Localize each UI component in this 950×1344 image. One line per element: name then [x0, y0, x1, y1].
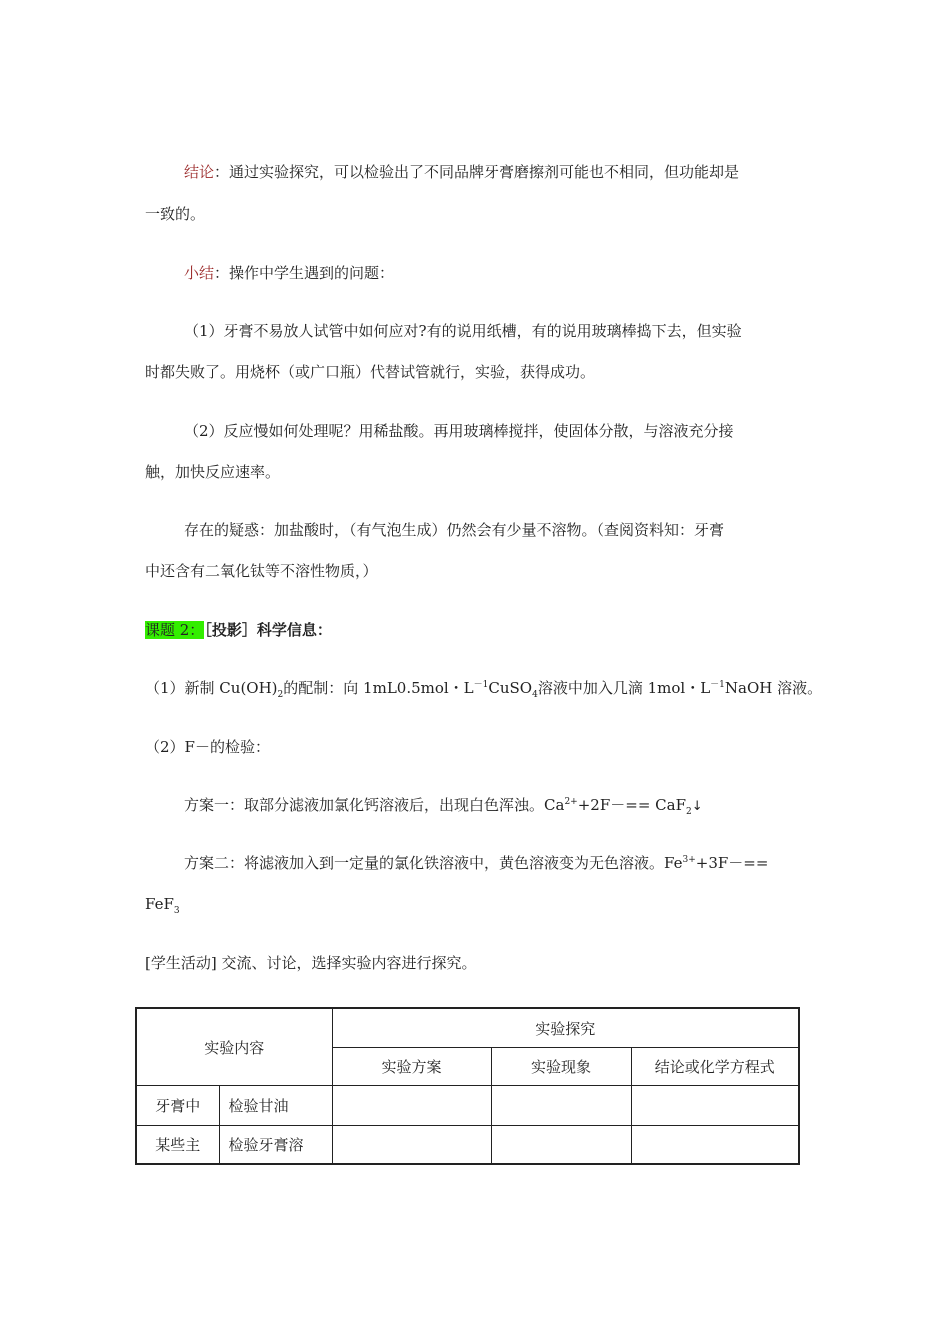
student-activity: [学生活动] 交流、讨论，选择实验内容进行探究。: [145, 954, 477, 972]
problem1-line-2: 时都失败了。用烧杯（或广口瓶）代替试管就行，实验，获得成功。: [145, 363, 596, 381]
header-plan: 实验方案: [332, 1048, 491, 1086]
problem1-line-1: （1）牙膏不易放人试管中如何应对?有的说用纸槽，有的说用玻璃棒捣下去，但实验: [184, 322, 742, 340]
topic2-title: ［投影］科学信息：: [204, 621, 332, 639]
conclusion-label: 结论: [184, 163, 215, 181]
cell-empty[interactable]: [491, 1086, 631, 1126]
summary-label: 小结: [184, 264, 215, 282]
cell-empty[interactable]: [631, 1126, 799, 1165]
topic2-heading: [145, 620, 332, 640]
info2-line: （2）F－的检验：: [145, 738, 270, 756]
doubt-line-1: 存在的疑惑：加盐酸时，（有气泡生成）仍然会有少量不溶物。（查阅资料知：牙膏: [184, 521, 725, 539]
header-explore: 实验探究: [332, 1008, 799, 1048]
item-toothpaste-solution: 检验牙膏溶: [219, 1126, 332, 1165]
problem2-line-1: （2）反应慢如何处理呢？用稀盐酸。再用玻璃棒搅拌，使固体分散，与溶液充分接: [184, 422, 734, 440]
header-phenomenon: 实验现象: [491, 1048, 631, 1086]
header-content: 实验内容: [136, 1008, 332, 1086]
experiment-table: [135, 1007, 800, 1165]
plan2-line-2: FeF$_3$: [145, 895, 180, 916]
conclusion-line-1: [184, 162, 739, 182]
group-cell-line2: 某些主: [136, 1126, 219, 1165]
down-arrow-icon: ↓: [691, 799, 703, 814]
cell-empty[interactable]: [332, 1126, 491, 1165]
summary-line: [184, 263, 394, 283]
doubt-line-2: 中还含有二氧化钛等不溶性物质，）: [145, 562, 378, 580]
header-conclusion: 结论或化学方程式: [631, 1048, 799, 1086]
topic2-label: 课题 2：: [145, 621, 205, 639]
cell-empty[interactable]: [491, 1126, 631, 1165]
item-glycerol: 检验甘油: [219, 1086, 332, 1126]
problem2-line-2: 触，加快反应速率。: [145, 463, 281, 481]
cell-empty[interactable]: [332, 1086, 491, 1126]
plan1-line: 方案一：取部分滤液加氯化钙溶液后，出现白色浑浊。$Ca^{2+}+2F-==$ CaF$_2$↓: [184, 796, 703, 817]
group-cell-line1: 牙膏中: [136, 1086, 219, 1126]
plan2-line-1: 方案二：将滤液加入到一定量的氯化铁溶液中，黄色溶液变为无色溶液。$Fe^{3+}+3F-==$: [184, 854, 769, 872]
cell-empty[interactable]: [631, 1086, 799, 1126]
table-row: [136, 1126, 799, 1165]
conclusion-text: ：通过实验探究，可以检验出了不同品牌牙膏磨擦剂可能也不相同，但功能却是: [214, 163, 740, 181]
info1-line: （1）新制 $Cu(OH)_2$的配制：向 1mL0.5mol・$L^{-1}CuSO_4$溶液中加入几滴 1mol・$L^{-1}NaOH$ 溶液。: [145, 679, 823, 700]
conclusion-line-2: 一致的。: [145, 205, 206, 223]
table-row: [136, 1086, 799, 1126]
summary-text: ：操作中学生遇到的问题：: [214, 264, 395, 282]
